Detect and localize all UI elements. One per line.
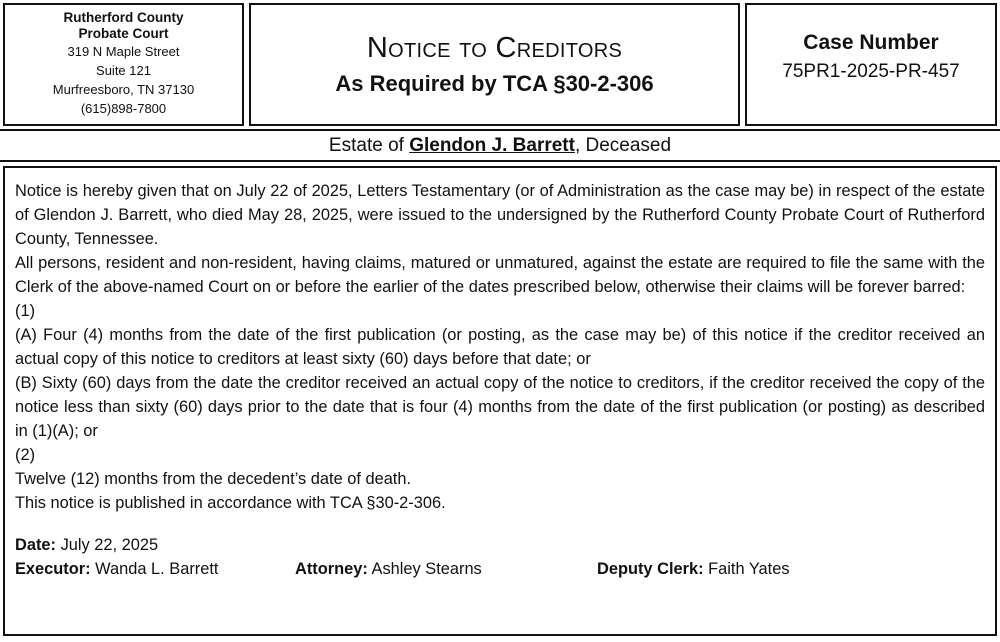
divider-bottom: [0, 160, 1000, 162]
attorney-label: Attorney:: [295, 560, 368, 578]
paragraph-publication: This notice is published in accordance with TCA §30-2-306.: [15, 494, 446, 512]
case-number-value: 75PR1-2025-PR-457: [782, 61, 960, 82]
date-value: July 22, 2025: [60, 536, 159, 554]
paragraph-claims-requirement: All persons, resident and non-resident, having claims, matured or unmatured, against the estate are required to file the same with the Clerk of the above-named Court on or before the earlier of the dates prescribed below, otherwise their claims will be forever barred:: [15, 254, 985, 296]
signature-block: [15, 533, 985, 581]
paragraph-item-1b: (B) Sixty (60) days from the date the creditor received an actual copy of the notice to creditors, if the creditor received the copy of the notice less than sixty (60) days prior to the date that is four (4) months from the date of the first publication (or posting) as described in (1)(A); or: [15, 374, 985, 440]
notice-body-box: [3, 166, 997, 636]
court-street: 319 N Maple Street: [67, 44, 180, 59]
deputy-clerk-label: Deputy Clerk:: [597, 560, 704, 578]
estate-line: [0, 131, 1000, 161]
court-name-line1: Rutherford County: [63, 10, 184, 25]
notice-title: Notice to Creditors: [366, 32, 623, 64]
court-name-line2: Probate Court: [78, 26, 169, 41]
notice-subtitle: As Required by TCA §30-2-306: [335, 71, 654, 96]
decedent-name: Glendon J. Barrett: [409, 135, 575, 156]
deputy-clerk-name: Faith Yates: [708, 560, 790, 578]
officials-row: [15, 557, 985, 581]
case-number-box: [745, 3, 997, 126]
court-phone: (615)898-7800: [80, 101, 167, 116]
court-city: Murfreesboro, TN 37130: [52, 82, 195, 97]
court-address-box: [3, 3, 244, 126]
estate-suffix: , Deceased: [574, 135, 672, 156]
notice-title-box: [249, 3, 740, 126]
notice-body: [15, 179, 985, 515]
estate-prefix: Estate of: [328, 135, 410, 156]
paragraph-item-1: (1): [15, 302, 36, 320]
executor-label: Executor:: [15, 560, 91, 578]
executor-name: Wanda L. Barrett: [95, 560, 219, 578]
attorney-name: Ashley Stearns: [371, 560, 482, 578]
date-label: Date:: [15, 536, 56, 554]
paragraph-letters-issued: Notice is hereby given that on July 22 of 2025, Letters Testamentary (or of Administration as the case may be) in respect of the estate of Glendon J. Barrett, who died May 28, 2025, were issued to the undersigned by the Rutherford County Probate Court of Rutherford County, Tennessee.: [15, 182, 985, 248]
case-number-label: Case Number: [803, 31, 939, 54]
paragraph-item-2: (2): [15, 446, 36, 464]
date-row: [15, 533, 985, 557]
paragraph-twelve-months: Twelve (12) months from the decedent’s date of death.: [15, 470, 412, 488]
court-suite: Suite 121: [96, 63, 151, 78]
paragraph-item-1a: (A) Four (4) months from the date of the first publication (or posting, as the case may be) of this notice if the creditor received an actual copy of this notice to creditors at least sixty (60) days before that date; or: [15, 326, 985, 368]
